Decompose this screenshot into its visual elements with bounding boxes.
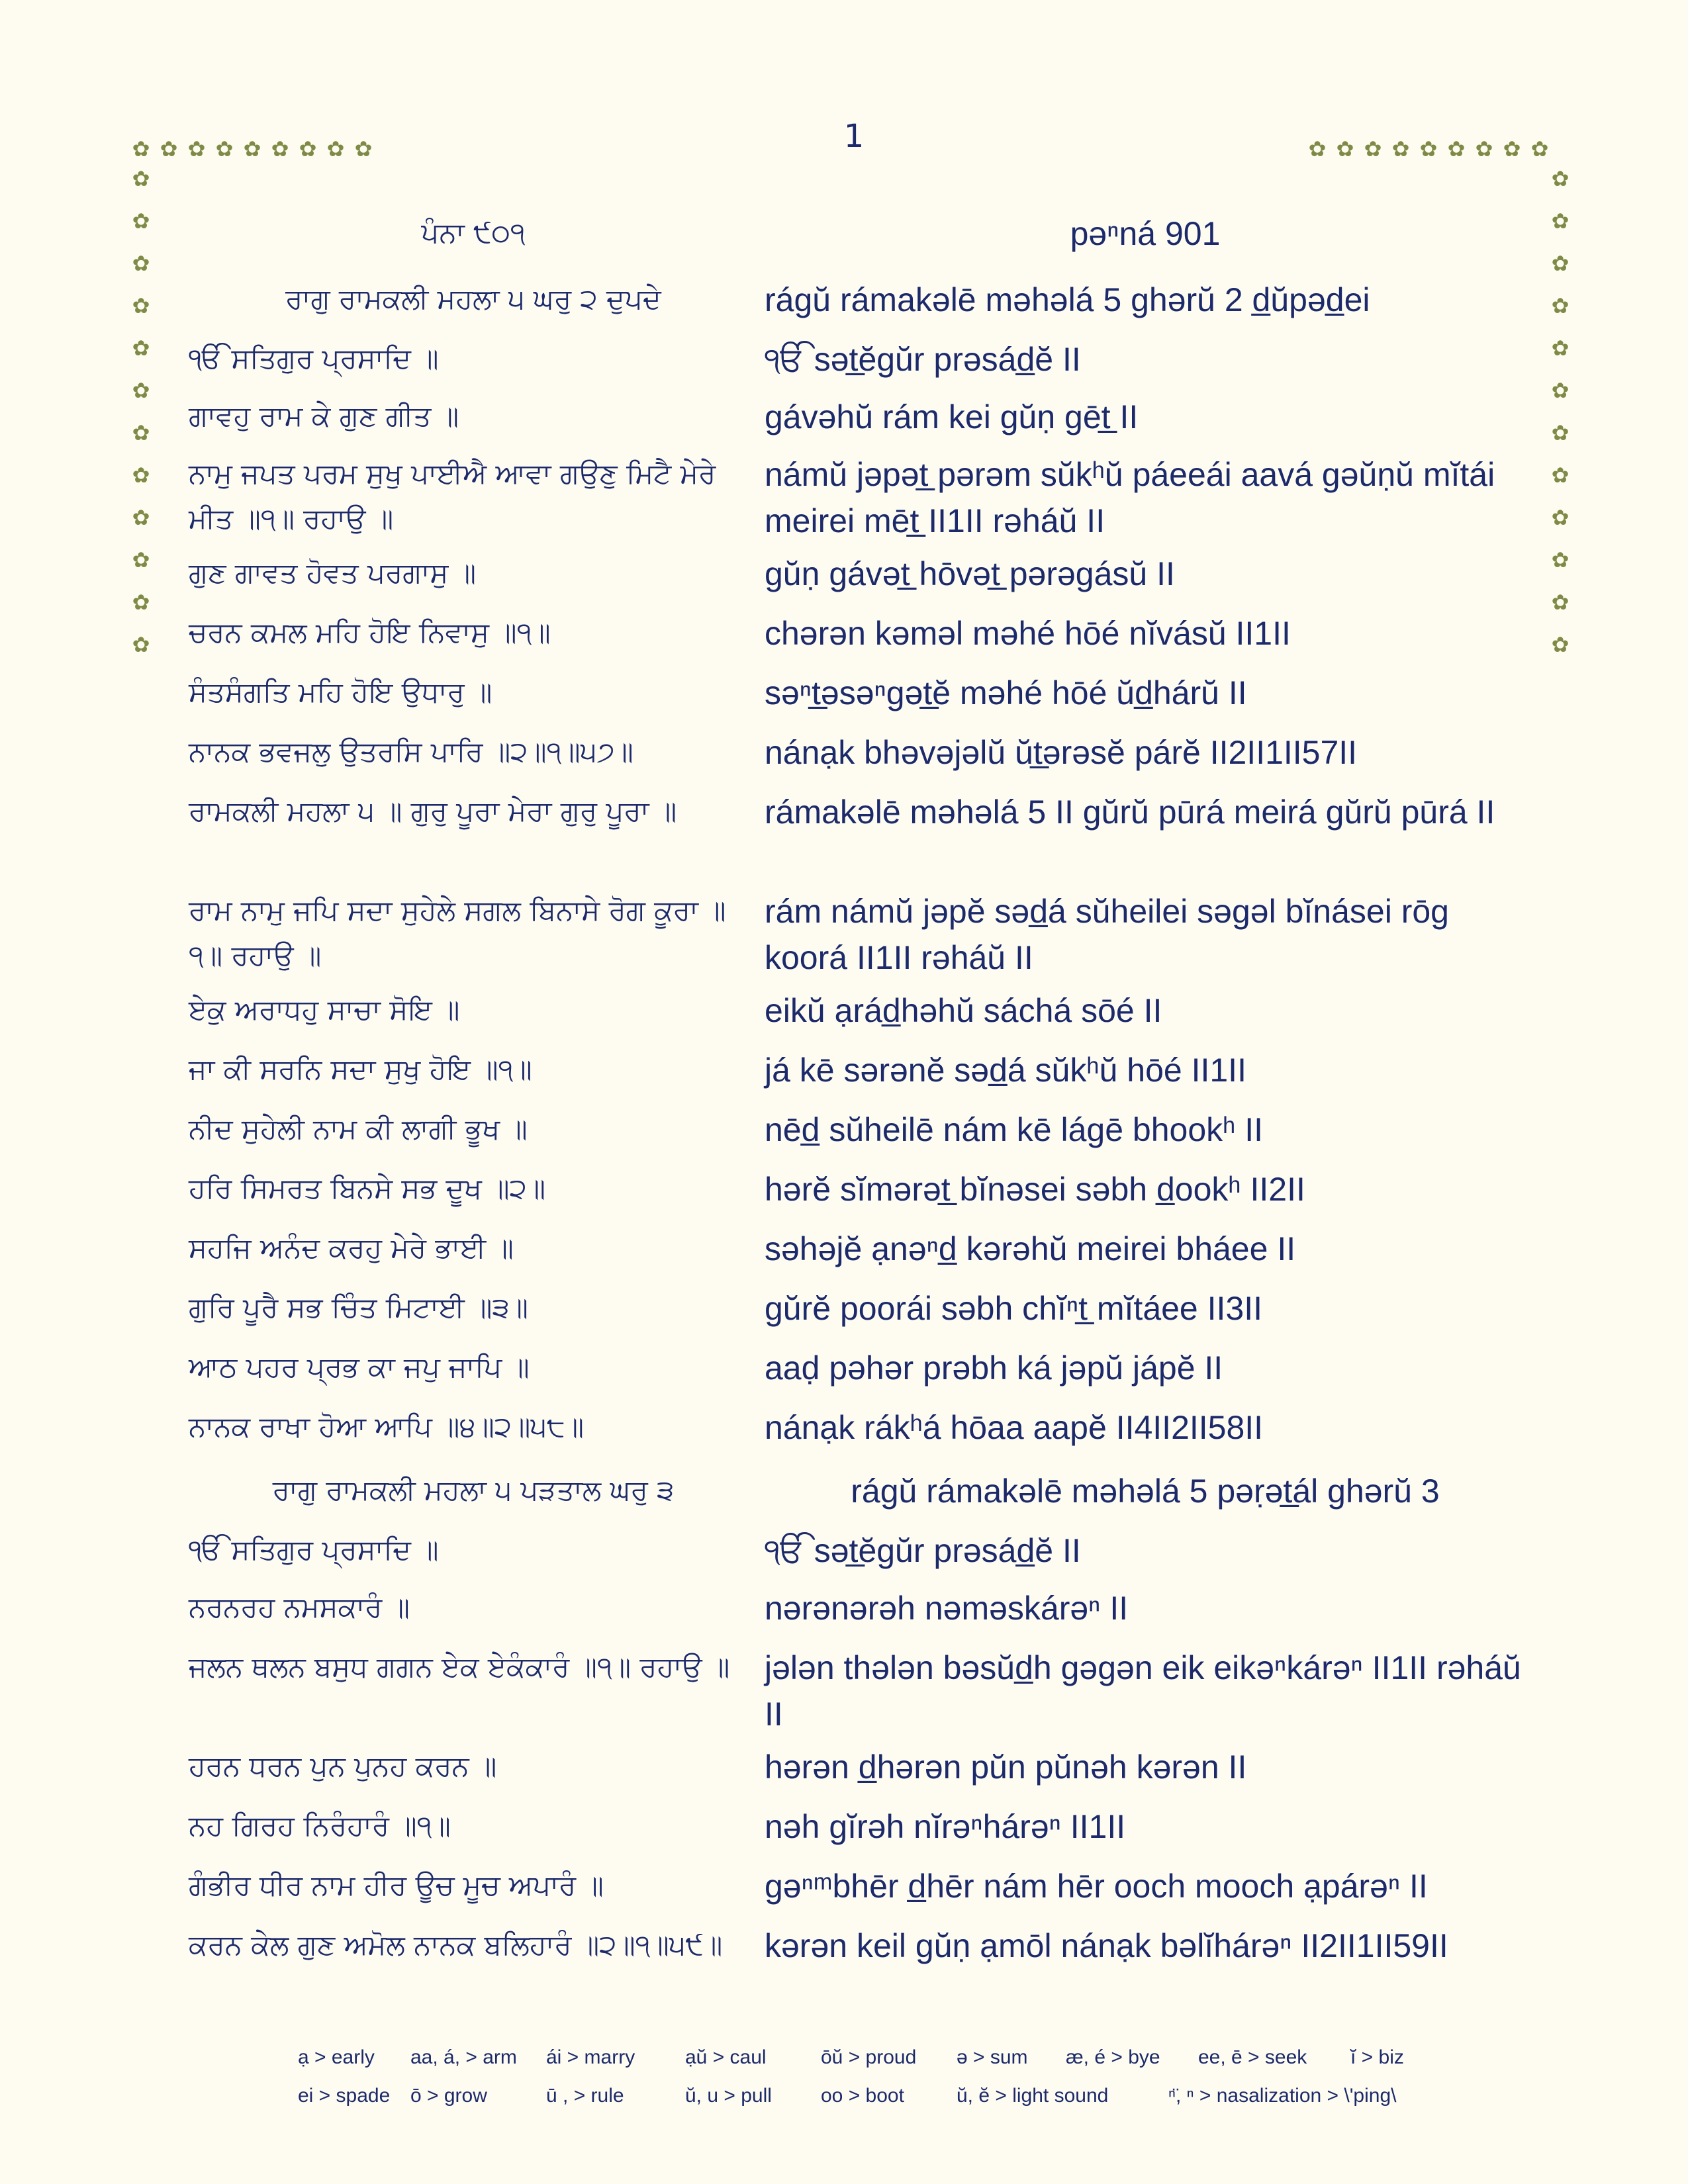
verse-gurmukhi: ੴ ਸਤਿਗੁਰ ਪ੍ਰਸਾਦਿ ॥ xyxy=(189,342,439,375)
header-transliteration: pəⁿná 901 xyxy=(1070,215,1221,252)
verse-transliteration: ੴ sət̲ĕgŭr prəsád̲ĕ II xyxy=(765,341,1081,378)
verse-line xyxy=(189,987,1519,1032)
verse-line xyxy=(189,1404,1519,1449)
flower-ornament-icon xyxy=(131,139,151,159)
verse-transliteration: nánạk rákʰá hōaa aapĕ II4II2II58II xyxy=(765,1409,1264,1446)
verse-gurmukhi: ਨਾਨਕ ਰਾਖਾ ਹੋਆ ਆਪਿ ॥੪॥੨॥੫੮॥ xyxy=(189,1410,585,1443)
flower-ornament-icon xyxy=(1419,139,1438,159)
verse-gurmukhi: ਨਾਨਕ ਭਵਜਲੁ ਉਤਰਸਿ ਪਾਰਿ ॥੨॥੧॥੫੭॥ xyxy=(189,735,633,768)
verse-line xyxy=(189,1166,1519,1211)
legend-item: ạ > early xyxy=(298,2046,375,2068)
legend-item: ū , > rule xyxy=(546,2085,624,2107)
flower-ornament-icon xyxy=(1550,338,1570,358)
page-number: 1 xyxy=(843,118,865,155)
verse-line xyxy=(189,1863,1519,1908)
legend-item: ạŭ > caul xyxy=(685,2046,767,2068)
flower-ornament-icon xyxy=(270,139,290,159)
flower-ornament-icon xyxy=(131,550,151,570)
flower-ornament-icon xyxy=(298,139,318,159)
flower-ornament-icon xyxy=(131,169,151,189)
verse-transliteration: rágŭ rámakəlē məhəlá 5 ghərŭ 2 d̲ŭpəd̲ei xyxy=(765,281,1370,318)
verse-gurmukhi: ਨਰਨਰਹ ਨਮਸਕਾਰੰ ॥ xyxy=(189,1591,410,1623)
verse-transliteration: nərənərəh nəməskárəⁿ II xyxy=(765,1590,1129,1627)
verse-line xyxy=(189,729,1519,774)
flower-ornament-icon xyxy=(1307,139,1327,159)
legend-item: ŭ, u > pull xyxy=(685,2085,772,2107)
verse-gurmukhi: ੴ ਸਤਿਗੁਰ ਪ੍ਰਸਾਦਿ ॥ xyxy=(189,1533,439,1566)
flower-ornament-icon xyxy=(131,338,151,358)
legend-item: ái > marry xyxy=(546,2046,635,2068)
verse-gurmukhi: ਜਲਨ ਥਲਨ ਬਸੁਧ ਗਗਨ ਏਕ ਏਕੰਕਾਰੰ ॥੧॥ ਰਹਾਉ ॥ xyxy=(189,1651,730,1683)
page-header-row xyxy=(189,210,1519,255)
verse-line xyxy=(189,1803,1519,1848)
flower-ornament-icon xyxy=(1550,211,1570,231)
header-gurmukhi: ਪੰਨਾ ੯੦੧ xyxy=(421,216,526,249)
flower-ornament-icon xyxy=(1335,139,1355,159)
verse-gurmukhi: ਹਰਨ ਧਰਨ ਪੁਨ ਪੁਨਹ ਕਰਨ ॥ xyxy=(189,1750,497,1782)
verse-gurmukhi: ਨਹ ਗਿਰਹ ਨਿਰੰਹਾਰੰ ॥੧॥ xyxy=(189,1809,451,1842)
verse-transliteration: chərən kəməl məhé hōé nĭvásŭ II1II xyxy=(765,615,1291,652)
verse-line xyxy=(189,394,1519,439)
legend-item: ō > grow xyxy=(410,2085,487,2107)
flower-ornament-icon xyxy=(131,592,151,612)
verse-line xyxy=(189,336,1519,381)
verse-line xyxy=(189,1585,1519,1630)
legend-item: ə > sum xyxy=(957,2046,1028,2068)
flower-ornament-icon xyxy=(131,423,151,443)
flower-ornament-icon xyxy=(1550,423,1570,443)
verse-line xyxy=(189,1645,1521,1733)
legend-item: aa, á, > arm xyxy=(410,2046,517,2068)
verse-gurmukhi: ਰਾਮ ਨਾਮੁ ਜਪਿ ਸਦਾ ਸੁਹੇਲੇ ਸਗਲ ਬਿਨਾਸੇ ਰੋਗ ਕੂਰਾ ॥੧॥ ਰਹਾਉ ॥ xyxy=(189,894,726,972)
legend-item: oo > boot xyxy=(821,2085,904,2107)
verse-transliteration: eikŭ ạrád̲həhŭ sáchá sōé II xyxy=(765,992,1162,1029)
flower-ornament-icon xyxy=(187,139,207,159)
verse-transliteration: kərən keil gŭṇ ạmōl nánạk bəlĭhárəⁿ II2II1II59II xyxy=(765,1927,1448,1964)
verse-transliteration: nánạk bhəvəjəlŭ ŭt̲ərəsĕ párĕ II2II1II57II xyxy=(765,734,1358,771)
verse-transliteration: námŭ jəpət̲ pərəm sŭkʰŭ páeeái aavá gəŭṇŭ mĭtái meirei mēt̲ II1II rəháŭ II xyxy=(765,456,1495,539)
legend-item: ee, ē > seek xyxy=(1198,2046,1307,2068)
verse-line xyxy=(189,1345,1519,1390)
legend-item: ŭ, ĕ > light sound xyxy=(957,2085,1109,2107)
legend-item: ĭ > biz xyxy=(1350,2046,1404,2068)
verse-line xyxy=(189,551,1519,596)
verse-gurmukhi: ਜਾ ਕੀ ਸਰਨਿ ਸਦਾ ਸੁਖੁ ਹੋਇ ॥੧॥ xyxy=(189,1053,532,1085)
flower-ornament-icon xyxy=(242,139,262,159)
flower-ornament-icon xyxy=(131,381,151,400)
verse-line xyxy=(189,1226,1519,1271)
flower-ornament-icon xyxy=(1550,381,1570,400)
flower-ornament-icon xyxy=(1530,139,1550,159)
flower-ornament-icon xyxy=(1550,508,1570,527)
verse-line xyxy=(189,1285,1519,1330)
legend-item: æ, é > bye xyxy=(1066,2046,1160,2068)
verse-gurmukhi: ਰਾਮਕਲੀ ਮਹਲਾ ੫ ॥ ਗੁਰੁ ਪੂਰਾ ਮੇਰਾ ਗੁਰੁ ਪੂਰਾ ॥ xyxy=(189,795,677,827)
verse-gurmukhi: ਏਕੁ ਅਰਾਧਹੁ ਸਾਚਾ ਸੋਇ ॥ xyxy=(189,993,460,1026)
verse-gurmukhi: ਸਹਜਿ ਅਨੰਦ ਕਰਹੁ ਮੇਰੇ ਭਾਈ ॥ xyxy=(189,1232,514,1264)
legend-item: ei > spade xyxy=(298,2085,391,2107)
flower-ornament-icon xyxy=(1550,635,1570,655)
verse-transliteration: aaḍ pəhər prəbh ká jəpŭ jápĕ II xyxy=(765,1349,1223,1387)
verse-transliteration: nəh gĭrəh nĭrəⁿhárəⁿ II1II xyxy=(765,1808,1126,1845)
verse-transliteration: gŭṇ gávət̲ hōvət̲ pərəgásŭ II xyxy=(765,555,1175,592)
verse-transliteration: rámakəlē məhəlá 5 II gŭrŭ pūrá meirá gŭrŭ pūrá II xyxy=(765,794,1495,831)
flower-ornament-icon xyxy=(1550,296,1570,316)
verse-gurmukhi: ਨੀਦ ਸੁਹੇਲੀ ਨਾਮ ਕੀ ਲਾਗੀ ਭੂਖ ॥ xyxy=(189,1113,528,1145)
verse-gurmukhi: ਗਾਵਹੁ ਰਾਮ ਕੇ ਗੁਣ ਗੀਤ ॥ xyxy=(189,400,459,432)
verse-gurmukhi: ਕਰਨ ਕੇਲ ਗੁਣ ਅਮੋਲ ਨਾਨਕ ਬਲਿਹਾਰੰ ॥੨॥੧॥੫੯॥ xyxy=(189,1929,723,1961)
verse-transliteration: rám námŭ jəpĕ səd̲á sŭheilei səgəl bĭnásei rōg koorá II1II rəháŭ II xyxy=(765,893,1449,976)
verse-gurmukhi: ਆਠ ਪਹਰ ਪ੍ਰਭ ਕਾ ਜਪੁ ਜਾਪਿ ॥ xyxy=(189,1351,530,1383)
flower-ornament-icon xyxy=(1391,139,1411,159)
flower-ornament-icon xyxy=(159,139,179,159)
flower-ornament-icon xyxy=(353,139,373,159)
verse-line xyxy=(189,1047,1519,1092)
verse-line xyxy=(189,888,1519,978)
flower-ornament-icon xyxy=(131,465,151,485)
verse-transliteration: nēd̲ sŭheilē nám kē lágē bhookʰ II xyxy=(765,1111,1264,1148)
legend-row-1 xyxy=(298,2038,1489,2077)
verse-transliteration: hərĕ sĭmərət̲ bĭnəsei səbh d̲ookʰ II2II xyxy=(765,1171,1305,1208)
flower-ornament-icon xyxy=(1502,139,1522,159)
verse-transliteration: səhəjĕ ạnəⁿd̲ kərəhŭ meirei bháee II xyxy=(765,1230,1296,1267)
flower-ornament-icon xyxy=(1550,169,1570,189)
verse-gurmukhi: ਗੁਣ ਗਾਵਤ ਹੋਵਤ ਪਰਗਾਸੁ ॥ xyxy=(189,557,477,589)
verse-gurmukhi: ਚਰਨ ਕਮਲ ਮਹਿ ਹੋਇ ਨਿਵਾਸੁ ॥੧॥ xyxy=(189,616,551,649)
verse-gurmukhi: ਰਾਗੁ ਰਾਮਕਲੀ ਮਹਲਾ ੫ ਪੜਤਾਲ ਘਰੁ ੩ xyxy=(272,1474,675,1506)
verse-line xyxy=(189,610,1519,655)
verse-gurmukhi: ਗੰਭੀਰ ਧੀਰ ਨਾਮ ਹੀਰ ਊਚ ਮੂਚ ਅਪਾਰੰ ॥ xyxy=(189,1869,604,1901)
verse-gurmukhi: ਗੁਰਿ ਪੂਰੈ ਸਭ ਚਿੰਤ ਮਿਟਾਈ ॥੩॥ xyxy=(189,1291,528,1324)
flower-ornament-icon xyxy=(1474,139,1494,159)
verse-line xyxy=(189,670,1519,715)
flower-ornament-icon xyxy=(131,296,151,316)
verse-line xyxy=(189,1107,1519,1152)
flower-ornament-icon xyxy=(326,139,346,159)
verse-line xyxy=(189,1744,1519,1789)
verse-transliteration: hərən d̲hərən pŭn pŭnəh kərən II xyxy=(765,1749,1247,1786)
verse-transliteration: rágŭ rámakəlē məhəlá 5 pəṛət̲ál ghərŭ 3 xyxy=(851,1473,1440,1510)
verse-line xyxy=(189,1468,1519,1513)
flower-ornament-icon xyxy=(1550,592,1570,612)
verse-transliteration: ੴ sət̲ĕgŭr prəsád̲ĕ II xyxy=(765,1532,1081,1569)
flower-ornament-icon xyxy=(1550,253,1570,273)
flower-ornament-icon xyxy=(1363,139,1383,159)
verse-line xyxy=(189,789,1519,834)
flower-ornament-icon xyxy=(131,211,151,231)
verse-line xyxy=(189,451,1519,541)
verse-transliteration: səⁿt̲əsəⁿgət̲ĕ məhé hōé ŭd̲hárŭ II xyxy=(765,674,1247,711)
legend-item: ōŭ > proud xyxy=(821,2046,917,2068)
verse-line xyxy=(189,1923,1519,1968)
flower-ornament-icon xyxy=(214,139,234,159)
flower-ornament-icon xyxy=(131,635,151,655)
flower-ornament-icon xyxy=(1550,550,1570,570)
verse-gurmukhi: ਸੰਤਸੰਗਤਿ ਮਹਿ ਹੋਇ ਉਧਾਰੁ ॥ xyxy=(189,676,492,708)
legend-item: ⁿ̈, ⁿ > nasalization > \'ping\ xyxy=(1168,2085,1397,2107)
verse-transliteration: já kē sərənĕ səd̲á sŭkʰŭ hōé II1II xyxy=(765,1052,1246,1089)
verse-transliteration: gəⁿᵐbhēr d̲hēr nám hēr ooch mooch ạpárəⁿ II xyxy=(765,1868,1428,1905)
flower-ornament-icon xyxy=(1446,139,1466,159)
verse-transliteration: gávəhŭ rám kei gŭṇ gēt̲ II xyxy=(765,398,1139,435)
legend-row-2 xyxy=(298,2077,1489,2115)
flower-ornament-icon xyxy=(131,508,151,527)
verse-gurmukhi: ਹਰਿ ਸਿਮਰਤ ਬਿਨਸੇ ਸਭ ਦੂਖ ॥੨॥ xyxy=(189,1172,546,1205)
verse-gurmukhi: ਰਾਗੁ ਰਾਮਕਲੀ ਮਹਲਾ ੫ ਘਰੁ ੨ ਦੁਪਦੇ xyxy=(285,283,661,315)
pronunciation-legend xyxy=(298,2038,1489,2115)
verse-transliteration: jələn thələn bəsŭd̲h gəgən eik eikəⁿkárəⁿ II1II rəháŭ II xyxy=(765,1649,1521,1733)
flower-ornament-icon xyxy=(1550,465,1570,485)
verse-line xyxy=(189,1527,1519,1572)
verse-line xyxy=(189,277,1519,322)
verse-gurmukhi: ਨਾਮੁ ਜਪਤ ਪਰਮ ਸੁਖੁ ਪਾਈਐ ਆਵਾ ਗਉਣੁ ਮਿਟੈ ਮੇਰੇ ਮੀਤ ॥੧॥ ਰਹਾਉ ॥ xyxy=(189,457,716,535)
verse-transliteration: gŭrĕ poorái səbh chĭⁿt̲ mĭtáee II3II xyxy=(765,1290,1263,1327)
flower-ornament-icon xyxy=(131,253,151,273)
